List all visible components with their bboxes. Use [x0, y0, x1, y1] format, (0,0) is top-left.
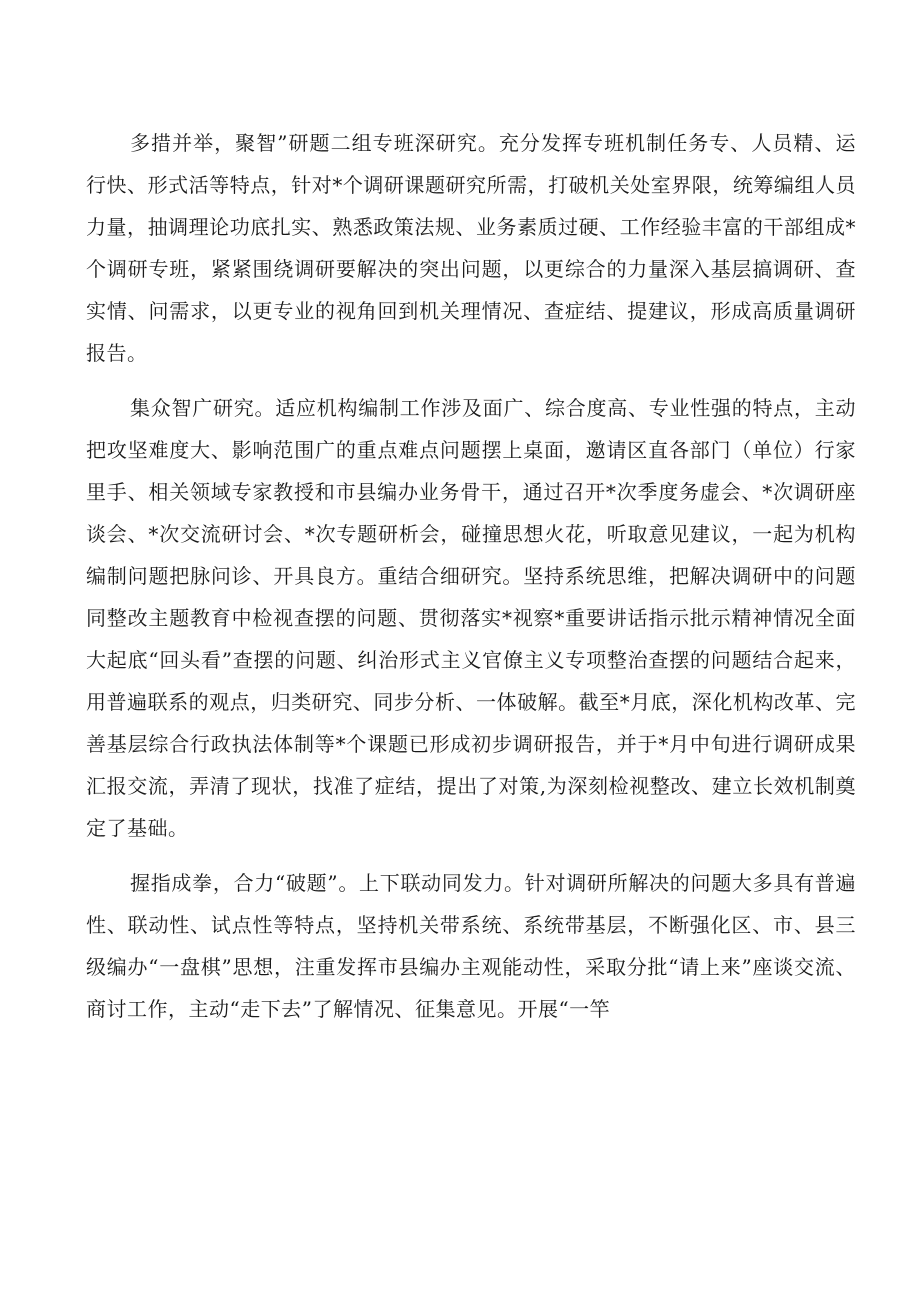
paragraph-3: 握指成拳，合力“破题”。上下联动同发力。针对调研所解决的问题大多具有普遍性、联动性、试点性等特点，坚持机关带系统、系统带基层，不断强化区、市、县三级编办“一盘棋”思想，注重发挥市县编办主观能动性，采取分批“请上来”座谈交流、商讨工作，主动“走下去”了解情况、征集意见。开展“一竿 — [86, 871, 856, 1021]
document-body — [86, 122, 856, 1043]
paragraph-1: 多措并举，聚智”研题二组专班深研究。充分发挥专班机制任务专、人员精、运行快、形式活等特点，针对*个调研课题研究所需，打破机关处室界限，统筹编组人员力量，抽调理论功底扎实、熟悉政策法规、业务素质过硬、工作经验丰富的干部组成*个调研专班，紧紧围绕调研要解决的突出问题，以更综合的力量深入基层搞调研、查实情、问需求，以更专业的视角回到机关理情况、查症结、提建议，形成高质量调研报告。 — [86, 131, 856, 365]
paragraph-2: 集众智广研究。适应机构编制工作涉及面广、综合度高、专业性强的特点，主动把攻坚难度大、影响范围广的重点难点问题摆上桌面，邀请区直各部门（单位）行家里手、相关领域专家教授和市县编办业务骨干，通过召开*次季度务虚会、*次调研座谈会、*次交流研讨会、*次专题研析会，碰撞思想火花，听取意见建议，一起为机构编制问题把脉问诊、开具良方。重结合细研究。坚持系统思维，把解决调研中的问题同整改主题教育中检视查摆的问题、贯彻落实*视察*重要讲话指示批示精神情况全面大起底“回头看”查摆的问题、纠治形式主义官僚主义专项整治查摆的问题结合起来，用普遍联系的观点，归类研究、同步分析、一体破解。截至*月底，深化机构改革、完善基层综合行政执法体制等*个课题已形成初步调研报告，并于*月中旬进行调研成果汇报交流，弄清了现状，找准了症结，提出了对策,为深刻检视整改、建立长效机制奠定了基础。 — [86, 396, 856, 840]
